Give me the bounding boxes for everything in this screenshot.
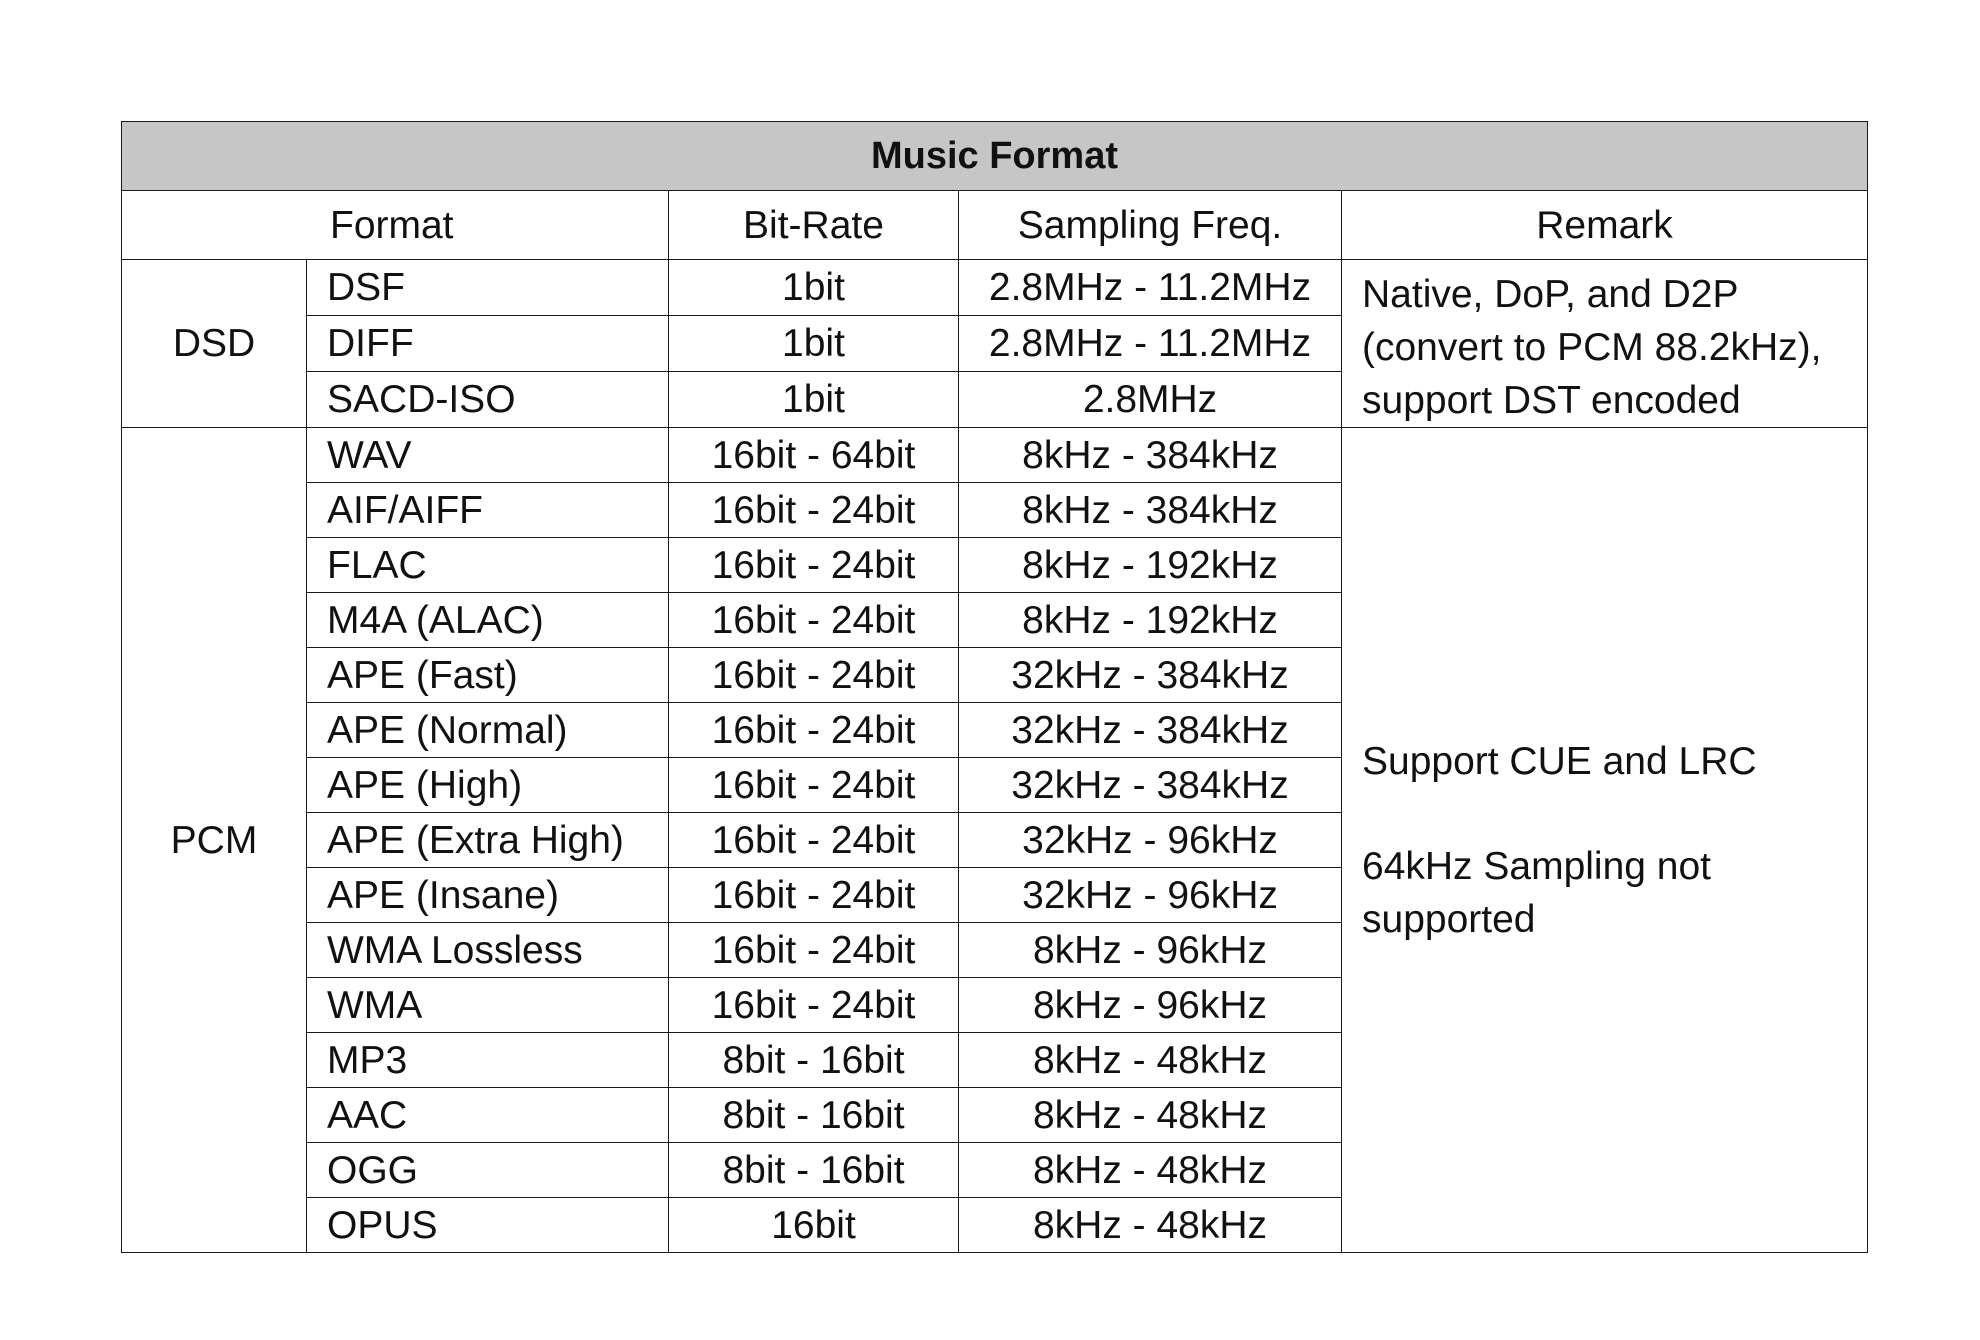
sampling-cell: 8kHz - 192kHz: [959, 593, 1342, 648]
bit-rate-cell: 16bit - 24bit: [669, 538, 959, 593]
format-cell: WMA: [307, 978, 669, 1033]
sampling-cell: 8kHz - 384kHz: [959, 483, 1342, 538]
header-sampling-freq: Sampling Freq.: [959, 191, 1342, 260]
group-label-pcm: PCM: [122, 428, 307, 1253]
bit-rate-cell: 16bit - 24bit: [669, 648, 959, 703]
bit-rate-cell: 1bit: [669, 260, 959, 316]
sampling-cell: 32kHz - 96kHz: [959, 868, 1342, 923]
sampling-cell: 2.8MHz - 11.2MHz: [959, 260, 1342, 316]
table-row: [122, 428, 1868, 483]
format-cell: FLAC: [307, 538, 669, 593]
format-cell: APE (Extra High): [307, 813, 669, 868]
bit-rate-cell: 1bit: [669, 372, 959, 428]
format-cell: DIFF: [307, 316, 669, 372]
bit-rate-cell: 8bit - 16bit: [669, 1143, 959, 1198]
format-cell: MP3: [307, 1033, 669, 1088]
remark-dsd-line: Native, DoP, and D2P: [1362, 273, 1739, 316]
format-cell: M4A (ALAC): [307, 593, 669, 648]
format-cell: OPUS: [307, 1198, 669, 1253]
sampling-cell: 8kHz - 48kHz: [959, 1143, 1342, 1198]
bit-rate-cell: 16bit - 24bit: [669, 813, 959, 868]
sampling-cell: 32kHz - 96kHz: [959, 813, 1342, 868]
music-format-table: [121, 121, 1868, 1253]
header-format: Format: [122, 191, 669, 260]
bit-rate-cell: 16bit: [669, 1198, 959, 1253]
sampling-cell: 8kHz - 48kHz: [959, 1033, 1342, 1088]
bit-rate-cell: 16bit - 24bit: [669, 483, 959, 538]
remark-dsd: [1342, 260, 1868, 428]
bit-rate-cell: 16bit - 24bit: [669, 923, 959, 978]
format-cell: OGG: [307, 1143, 669, 1198]
remark-pcm-line: 64kHz Sampling not: [1362, 844, 1712, 888]
header-remark: Remark: [1342, 191, 1868, 260]
bit-rate-cell: 1bit: [669, 316, 959, 372]
bit-rate-cell: 8bit - 16bit: [669, 1088, 959, 1143]
bit-rate-cell: 16bit - 24bit: [669, 593, 959, 648]
bit-rate-cell: 8bit - 16bit: [669, 1033, 959, 1088]
sampling-cell: 8kHz - 48kHz: [959, 1088, 1342, 1143]
title-row: [122, 122, 1868, 191]
group-label-dsd: DSD: [122, 260, 307, 428]
format-cell: AIF/AIFF: [307, 483, 669, 538]
format-cell: APE (High): [307, 758, 669, 813]
remark-dsd-line: support DST encoded: [1362, 379, 1741, 423]
format-cell: WAV: [307, 428, 669, 483]
sampling-cell: 8kHz - 48kHz: [959, 1198, 1342, 1253]
sampling-cell: 2.8MHz: [959, 372, 1342, 428]
remark-pcm-line: supported: [1362, 897, 1536, 941]
bit-rate-cell: 16bit - 24bit: [669, 978, 959, 1033]
format-cell: APE (Fast): [307, 648, 669, 703]
sampling-cell: 32kHz - 384kHz: [959, 703, 1342, 758]
sampling-cell: 2.8MHz - 11.2MHz: [959, 316, 1342, 372]
bit-rate-cell: 16bit - 24bit: [669, 758, 959, 813]
format-cell: APE (Insane): [307, 868, 669, 923]
sampling-cell: 8kHz - 192kHz: [959, 538, 1342, 593]
sampling-cell: 32kHz - 384kHz: [959, 758, 1342, 813]
header-row: [122, 191, 1868, 260]
table-title: Music Format: [122, 122, 1868, 191]
format-cell: AAC: [307, 1088, 669, 1143]
sampling-cell: 32kHz - 384kHz: [959, 648, 1342, 703]
sampling-cell: 8kHz - 96kHz: [959, 923, 1342, 978]
format-cell: APE (Normal): [307, 703, 669, 758]
table-row: [122, 260, 1868, 316]
header-bit-rate: Bit-Rate: [669, 191, 959, 260]
remark-pcm-line: Support CUE and LRC: [1362, 739, 1757, 783]
remark-pcm: [1342, 428, 1868, 1253]
format-cell: WMA Lossless: [307, 923, 669, 978]
format-cell: SACD-ISO: [307, 372, 669, 428]
remark-dsd-line: (convert to PCM 88.2kHz),: [1362, 326, 1822, 370]
sampling-cell: 8kHz - 96kHz: [959, 978, 1342, 1033]
bit-rate-cell: 16bit - 24bit: [669, 868, 959, 923]
sampling-cell: 8kHz - 384kHz: [959, 428, 1342, 483]
bit-rate-cell: 16bit - 64bit: [669, 428, 959, 483]
format-cell: DSF: [307, 260, 669, 316]
bit-rate-cell: 16bit - 24bit: [669, 703, 959, 758]
